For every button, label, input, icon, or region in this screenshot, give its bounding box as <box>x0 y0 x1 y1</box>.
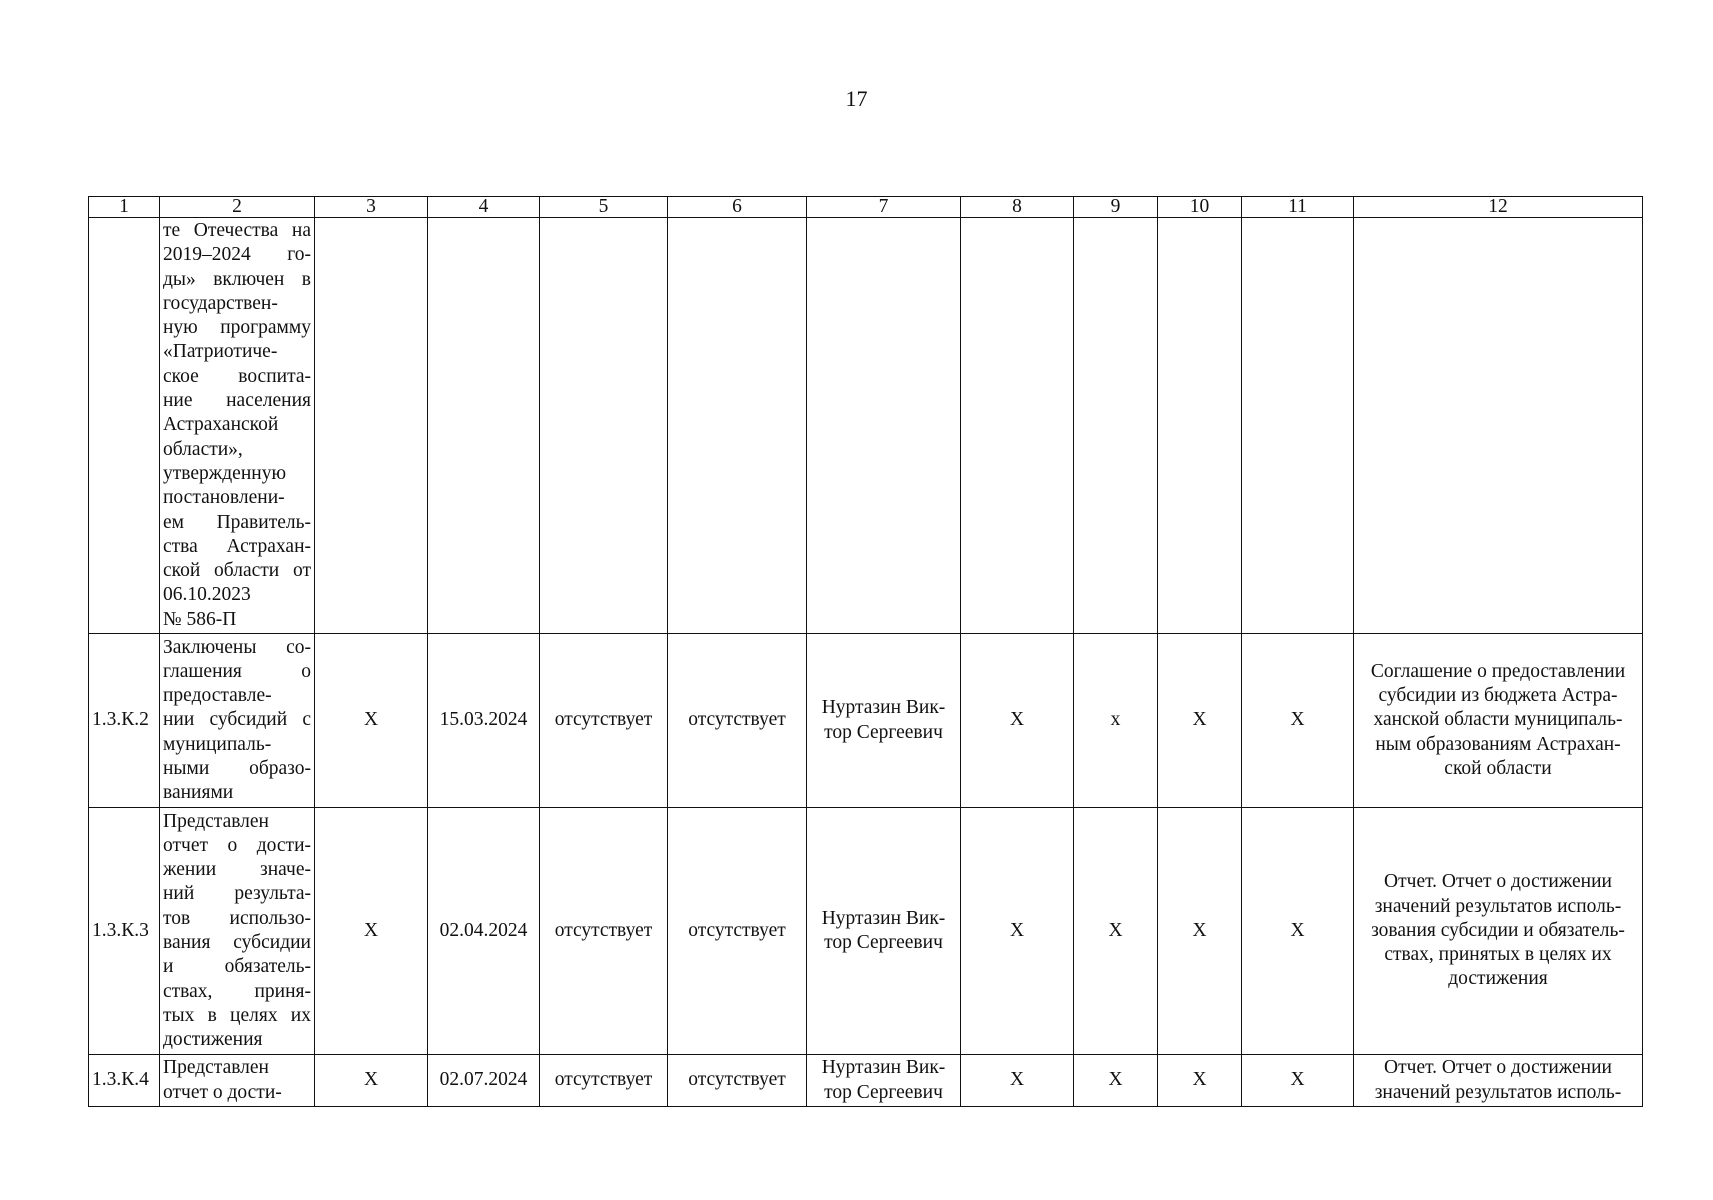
col5-cell: отсутствует <box>540 1055 668 1107</box>
col3-cell <box>315 218 428 634</box>
column-header: 9 <box>1074 197 1158 218</box>
description-cell-line: достижения <box>163 1029 263 1051</box>
row-number-cell: 1.3.К.4 <box>89 1055 160 1107</box>
responsible-cell-line: Нуртазин Вик- <box>821 1057 946 1079</box>
col3-cell: Х <box>315 1055 428 1107</box>
col6-cell: отсутствует <box>668 808 807 1055</box>
description-cell-line: 2019–2024 го- <box>163 244 311 266</box>
column-header: 1 <box>89 197 160 218</box>
description-cell-line: государствен- <box>163 292 278 314</box>
column-header: 5 <box>540 197 668 218</box>
description-cell-line: ствах, приня- <box>163 980 311 1002</box>
row-number-cell <box>89 218 160 634</box>
document-cell-line: Отчет. Отчет о достижении <box>1384 1057 1612 1079</box>
description-cell-line: Астраханской <box>163 414 279 436</box>
description-cell-line: нии субсидий с <box>163 709 311 731</box>
responsible-cell-line: тор Сергеевич <box>824 1081 943 1103</box>
table-row <box>89 1055 1643 1107</box>
col11-cell: Х <box>1242 1055 1354 1107</box>
row-number-cell: 1.3.К.2 <box>89 634 160 808</box>
description-cell-line: ную программу <box>163 317 311 339</box>
document-cell-line: ской области <box>1444 757 1552 779</box>
description-cell <box>160 634 315 808</box>
col6-cell <box>668 218 807 634</box>
col8-cell: Х <box>961 1055 1074 1107</box>
col11-cell: Х <box>1242 634 1354 808</box>
responsible-cell-line: Нуртазин Вик- <box>821 907 946 929</box>
col8-cell: Х <box>961 808 1074 1055</box>
description-cell-line: жении значе- <box>163 859 311 881</box>
document-cell-line: ным образованиям Астрахан- <box>1375 733 1621 755</box>
description-cell-line: ства Астрахан- <box>163 535 311 557</box>
description-cell-line: ской области от <box>163 560 311 582</box>
description-cell-line: ское воспита- <box>163 365 311 387</box>
col10-cell: Х <box>1158 634 1242 808</box>
description-cell-line: ние населения <box>163 390 311 412</box>
description-cell-line: муниципаль- <box>163 733 272 755</box>
responsible-cell <box>807 1055 961 1107</box>
document-cell-line: значений результатов исполь- <box>1374 1081 1622 1103</box>
col5-cell: отсутствует <box>540 808 668 1055</box>
description-cell <box>160 808 315 1055</box>
col9-cell: х <box>1074 634 1158 808</box>
row-number-cell: 1.3.К.3 <box>89 808 160 1055</box>
description-cell-line: и обязатель- <box>163 956 311 978</box>
table-body <box>89 218 1643 1107</box>
document-cell-line: достижения <box>1448 968 1548 990</box>
table-row <box>89 218 1643 634</box>
description-cell-line: Представлен <box>163 1057 269 1079</box>
col11-cell <box>1242 218 1354 634</box>
description-cell-line: Представлен <box>163 810 269 832</box>
column-number-row <box>89 197 1643 218</box>
description-cell-line: 06.10.2023 <box>163 584 251 606</box>
col6-cell: отсутствует <box>668 634 807 808</box>
responsible-cell-line: Нуртазин Вик- <box>821 697 946 719</box>
col10-cell: Х <box>1158 1055 1242 1107</box>
responsible-cell-line: тор Сергеевич <box>824 721 943 743</box>
document-cell-line: ханской области муниципаль- <box>1373 709 1623 731</box>
description-cell-line: Заключены со- <box>163 636 311 658</box>
description-cell-line: отчет о дости- <box>163 1081 282 1103</box>
date-cell <box>428 218 540 634</box>
document-cell <box>1354 218 1643 634</box>
column-header: 12 <box>1354 197 1643 218</box>
column-header: 7 <box>807 197 961 218</box>
description-cell-line: тов использо- <box>163 907 311 929</box>
date-cell: 15.03.2024 <box>428 634 540 808</box>
col3-cell: Х <box>315 808 428 1055</box>
document-cell-line: Соглашение о предоставлении <box>1370 660 1626 682</box>
col10-cell: Х <box>1158 808 1242 1055</box>
description-cell-line: тых в целях их <box>163 1004 311 1026</box>
col5-cell <box>540 218 668 634</box>
description-cell-line: утвержденную <box>163 462 287 484</box>
date-cell: 02.07.2024 <box>428 1055 540 1107</box>
document-cell-line: значений результатов исполь- <box>1374 895 1622 917</box>
description-cell-line: отчет о дости- <box>163 834 311 856</box>
document-cell-line: Отчет. Отчет о достижении <box>1384 871 1612 893</box>
date-cell: 02.04.2024 <box>428 808 540 1055</box>
col8-cell <box>961 218 1074 634</box>
plan-table <box>88 196 1643 1107</box>
description-cell-line: ды» включен в <box>163 268 311 290</box>
column-header: 3 <box>315 197 428 218</box>
description-cell-line: ний результа- <box>163 883 311 905</box>
col10-cell <box>1158 218 1242 634</box>
col3-cell: Х <box>315 634 428 808</box>
responsible-cell <box>807 808 961 1055</box>
description-cell-line: те Отечества на <box>163 220 311 241</box>
description-cell-line: «Патриотиче- <box>163 341 278 363</box>
column-header: 8 <box>961 197 1074 218</box>
description-cell <box>160 1055 315 1107</box>
document-cell <box>1354 808 1643 1055</box>
description-cell-line: ваниями <box>163 782 234 804</box>
column-header: 10 <box>1158 197 1242 218</box>
document-cell-line: субсидии из бюджета Астра- <box>1378 685 1618 707</box>
description-cell-line: предоставле- <box>163 685 272 707</box>
document-cell <box>1354 1055 1643 1107</box>
page-number: 17 <box>845 86 868 111</box>
col9-cell: Х <box>1074 808 1158 1055</box>
col9-cell: Х <box>1074 1055 1158 1107</box>
table-row <box>89 808 1643 1055</box>
document-cell-line: зования субсидии и обязатель- <box>1371 919 1625 941</box>
column-header: 6 <box>668 197 807 218</box>
description-cell-line: № 586-П <box>163 608 237 630</box>
column-header: 11 <box>1242 197 1354 218</box>
description-cell-line: области», <box>163 438 243 460</box>
col11-cell: Х <box>1242 808 1354 1055</box>
col8-cell: Х <box>961 634 1074 808</box>
document-cell-line: ствах, принятых в целях их <box>1384 944 1612 966</box>
description-cell-line: ем Правитель- <box>163 511 311 533</box>
description-cell-line: вания субсидии <box>163 932 311 954</box>
col5-cell: отсутствует <box>540 634 668 808</box>
responsible-cell <box>807 218 961 634</box>
responsible-cell <box>807 634 961 808</box>
column-header: 4 <box>428 197 540 218</box>
document-cell <box>1354 634 1643 808</box>
description-cell-line: постановлени- <box>163 487 285 509</box>
description-cell-line: глашения о <box>163 660 311 682</box>
column-header: 2 <box>160 197 315 218</box>
responsible-cell-line: тор Сергеевич <box>824 932 943 954</box>
description-cell <box>160 218 315 634</box>
description-cell-line: ными образо- <box>163 757 311 779</box>
col9-cell <box>1074 218 1158 634</box>
col6-cell: отсутствует <box>668 1055 807 1107</box>
table-row <box>89 634 1643 808</box>
